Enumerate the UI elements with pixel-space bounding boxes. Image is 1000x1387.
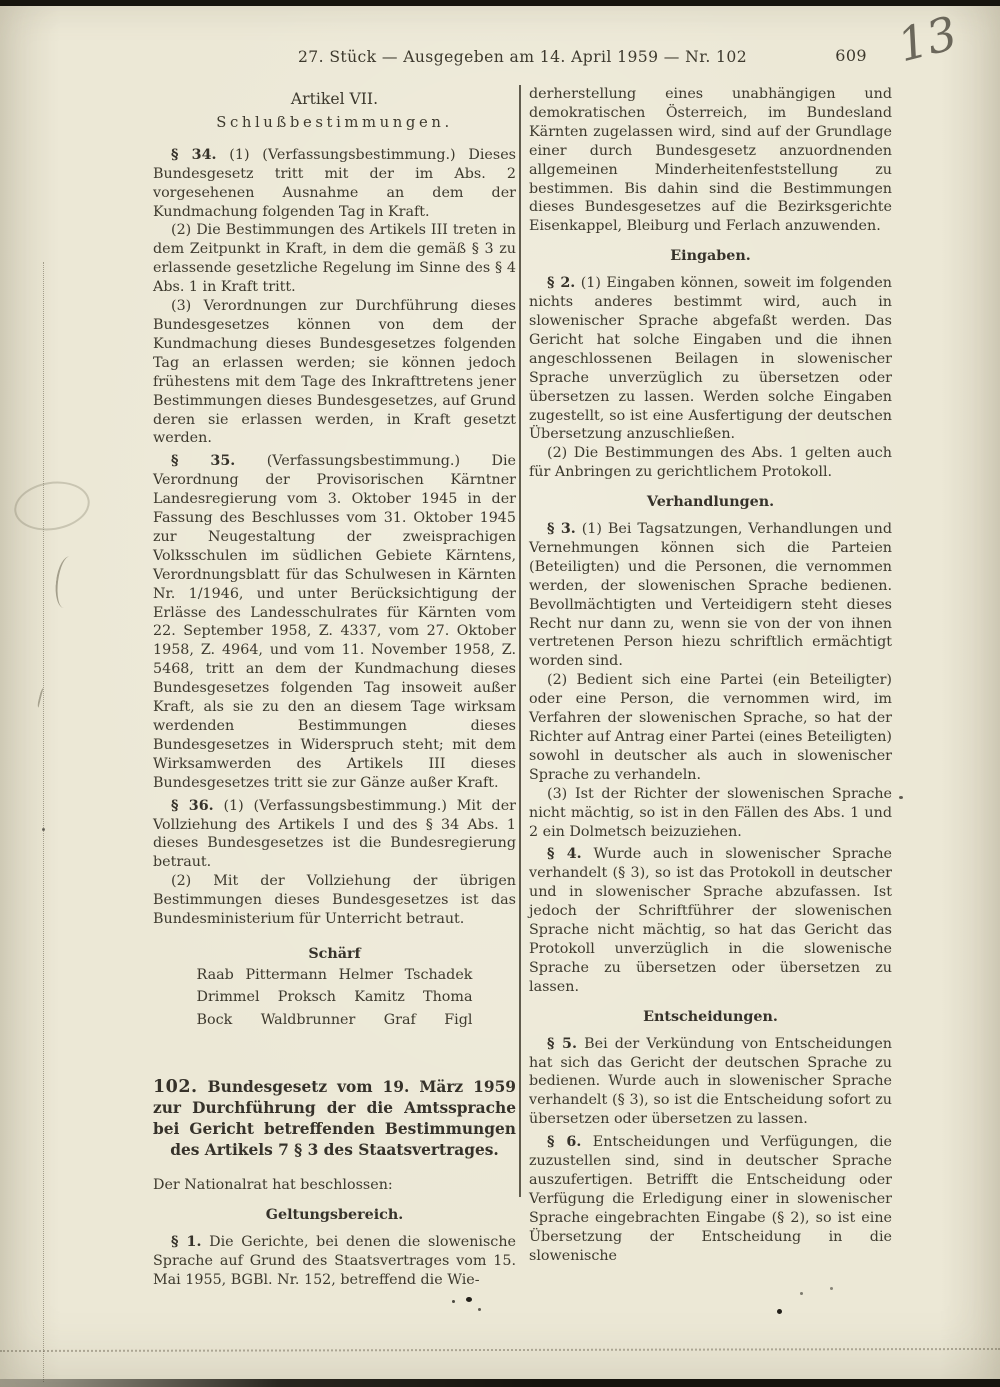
signature-row — [197, 964, 473, 987]
left-column — [153, 90, 517, 1288]
ink-speck — [830, 1287, 833, 1290]
law-paragraph: § 36. (1) (Verfassungsbestimmung.) Mit der Vollziehung des Artikels I und des § 34 Abs. 1 dieses Bundesgesetzes ist die Bundesregierung betraut. — [153, 797, 516, 871]
section-symbol: § 1. — [171, 1234, 202, 1251]
law-paragraph: § 4. Wurde auch in slowenischer Sprache verhandelt (§ 3), so ist das Protokoll in deutscher und in slowenischer Sprache abzufassen. Ist jedoch der Schriftführer der slowenischen Sprache nicht mächtig, so hat das Gericht das Protokoll unverzüglich in die slowenische Sprache zu übersetzen oder übersetzen zu lassen. — [529, 846, 892, 995]
continued-paragraph: derherstellung eines unabhängigen und demokratischen Österreich, im Bundesland Kärnten zugelassen wird, sind auf der Grundlage einer durch Bundesgesetz anzuordnenden allgemeinen Minderheitenfeststellung zu bestimmen. Bis dahin sind die Bestimmungen dieses Bundesgesetzes auf die Bezirksgerichte Eisenkappel, Bleiburg und Ferlach anzuwenden. — [529, 86, 892, 235]
horizontal-crease-artifact — [0, 1348, 1000, 1352]
law-paragraph: (2) Die Bestimmungen des Artikels III treten in dem Zeitpunkt in Kraft, in dem die gemäß § 3 zu erlassende gesetzliche Regelung im Sinne des § 4 Abs. 1 in Kraft tritt. — [153, 222, 516, 296]
section-heading: Entscheidungen. — [643, 1008, 778, 1025]
section-symbol: § 35. — [171, 453, 236, 470]
signatory-name: Pittermann — [245, 966, 327, 983]
section-symbol: § 4. — [547, 846, 582, 863]
pencil-mark-parenthesis — [53, 555, 77, 609]
pencil-mark-ellipse — [11, 476, 94, 535]
law-paragraph: § 3. (1) Bei Tagsatzungen, Verhandlungen und Vernehmungen können sich die Parteien (Beteiligten) und die Personen, die vernommen werden, der slowenischen Sprache bedienen. Bevollmächtigten und Verteidigern steht dieses Recht nur dann zu, wenn sie von der von ihnen vertretenen Person hiezu schriftlich ermächtigt worden sind. — [529, 521, 892, 670]
pencil-mark-tick — [37, 688, 47, 709]
header-title: 27. Stück — Ausgegeben am 14. April 1959 — Nr. 102 — [297, 48, 748, 66]
signature-chancellor: Schärf — [308, 945, 361, 962]
law-paragraph: § 35. (Verfassungsbestimmung.) Die Verordnung der Provisorischen Kärntner Landesregierung vom 3. Oktober 1945 in der Fassung des Beschlusses vom 31. Oktober 1945 zur Neugestaltung der zweisprachigen Volksschulen im südlichen Gebiete Kärntens, Verordnungsblatt für das Schulwesen in Kärnten Nr. 1/1946, und unter Berücksichtigung der Erlässe des Landesschulrates für Kärnten vom 22. September 1958, Z. 4337, vom 27. Oktober 1958, Z. 4964, und vom 11. November 1958, Z. 5468, tritt an dem der Kundmachung dieses Bundesgesetzes folgenden Tag insoweit außer Kraft, als sie zu den an diesem Tage wirksam werdenden Bestimmungen dieses Bundesgesetzes in Widerspruch steht; mit dem Wirksamwerden des Artikels III dieses Bundesgesetzes tritt sie zur Gänze außer Kraft. — [153, 453, 517, 791]
signatory-name: Tschadek — [404, 966, 473, 983]
signatory-name: Drimmel — [196, 989, 260, 1006]
signatory-name: Bock — [196, 1011, 233, 1028]
law-paragraph: (3) Verordnungen zur Durchführung dieses Bundesgesetzes können von dem der Kundmachung dieses Bundesgesetzes folgenden Tag an erlassen werden; sie können jedoch frühestens mit dem Tage des Inkrafttretens jener Bestimmungen dieses Bundesgesetzes, auf Grund deren sie erlassen werden, in Kraft gesetzt werden. — [153, 298, 516, 447]
law-paragraph: (2) Mit der Vollziehung der übrigen Bestimmungen dieses Bundesgesetzes ist das Bundesministerium für Unterricht betraut. — [153, 873, 516, 928]
right-column — [529, 85, 892, 1264]
section-heading: Geltungsbereich. — [265, 1207, 404, 1224]
law-paragraph: § 6. Entscheidungen und Verfügungen, die zuzustellen sind, sind in deutscher Sprache auszufertigen. Betrifft die Entscheidung oder Verfügung die Erledigung einer in slowenischer Sprache eingebrachten Eingabe (§ 2), so ist eine Übersetzung der Entscheidung in die slowenische — [529, 1134, 892, 1264]
section-symbol: § 34. — [171, 146, 217, 163]
law-title: 102. Bundesgesetz vom 19. März 1959 zur Durchführung der die Amtssprache bei Gericht betreffenden Bestimmungen des Artikels 7 § 3 des Staatsvertrages. — [153, 1077, 516, 1160]
ink-speck — [899, 796, 903, 799]
ink-speck — [466, 1297, 472, 1302]
law-paragraph: § 1. Die Gerichte, bei denen die slowenische Sprache auf Grund des Staatsvertrages vom 15. Mai 1955, BGBl. Nr. 152, betreffend die Wie- — [153, 1234, 516, 1288]
ink-speck — [800, 1292, 803, 1295]
article-heading: Artikel VII. — [290, 90, 379, 108]
section-symbol: § 3. — [547, 521, 576, 538]
enactment-clause: Der Nationalrat hat beschlossen: — [153, 1177, 393, 1194]
printed-page-number: 609 — [835, 46, 867, 65]
law-paragraph: § 34. (1) (Verfassungsbestimmung.) Dieses Bundesgesetz tritt mit der im Abs. 2 vorgesehenen Ausnahme an dem der Kundmachung folgenden Tag in Kraft. — [153, 146, 516, 220]
signature-row — [197, 986, 473, 1009]
section-heading: Eingaben. — [670, 248, 751, 265]
signatory-name: Waldbrunner — [260, 1011, 356, 1028]
signatory-name: Graf — [383, 1011, 416, 1028]
law-paragraph: (2) Bedient sich eine Partei (ein Beteiligter) oder eine Person, die vernommen wird, im Verfahren der slowenischen Sprache, so hat der Richter auf Antrag einer Partei (eines Beteiligten) sowohl in deutscher als auch in slowenischer Sprache zu verhandeln. — [529, 672, 892, 783]
section-symbol: § 6. — [547, 1134, 582, 1151]
law-paragraph: § 2. (1) Eingaben können, soweit im folgenden nichts anderes bestimmt wird, auch in slowenischer Sprache abgefaßt werden. Das Gericht hat solche Eingaben und die ihnen angeschlossenen Beilagen in slowenischer Sprache unverzüglich zu übersetzen oder übersetzen zu lassen. Werden solche Eingaben zugestellt, so ist eine Ausfertigung der deutschen Übersetzung anzuschließen. — [529, 275, 892, 443]
scan-edge-top — [0, 0, 1000, 6]
ink-speck — [478, 1308, 481, 1311]
handwritten-page-number: 13 — [892, 5, 963, 73]
signature-row — [197, 1009, 473, 1032]
signatory-name: Figl — [444, 1011, 473, 1028]
scan-edge-bottom — [0, 1379, 1000, 1387]
vertical-fold-line — [43, 262, 44, 1382]
signatory-name: Kamitz — [354, 989, 405, 1006]
subtitle-heading: Schlußbestimmungen. — [216, 113, 453, 131]
section-symbol: 102. — [153, 1077, 198, 1098]
ink-speck — [452, 1300, 455, 1303]
law-paragraph: (2) Die Bestimmungen des Abs. 1 gelten auch für Anbringen zu gerichtlichem Protokoll. — [529, 445, 892, 481]
section-symbol: § 5. — [547, 1035, 577, 1052]
law-paragraph: (3) Ist der Richter der slowenischen Sprache nicht mächtig, so ist in den Fällen des Abs. 1 und 2 ein Dolmetsch beizuziehen. — [529, 785, 892, 840]
signatory-name: Helmer — [338, 966, 393, 983]
ink-speck — [42, 828, 45, 831]
section-heading: Verhandlungen. — [646, 494, 775, 511]
signatory-name: Proksch — [277, 989, 337, 1006]
signatory-name: Raab — [196, 966, 234, 983]
signatory-name: Thoma — [423, 989, 473, 1006]
section-symbol: § 36. — [171, 797, 214, 814]
section-symbol: § 2. — [547, 275, 576, 292]
column-divider-rule — [519, 85, 521, 1197]
page-header — [150, 48, 895, 66]
law-paragraph: § 5. Bei der Verkündung von Entscheidungen hat sich das Gericht der deutschen Sprache zu bedienen. Wurde auch in slowenischer Sprache verhandelt (§ 3), so ist die Entscheidung sofort zu übersetzen oder übersetzen zu lassen. — [529, 1035, 892, 1128]
ink-speck — [777, 1309, 782, 1314]
